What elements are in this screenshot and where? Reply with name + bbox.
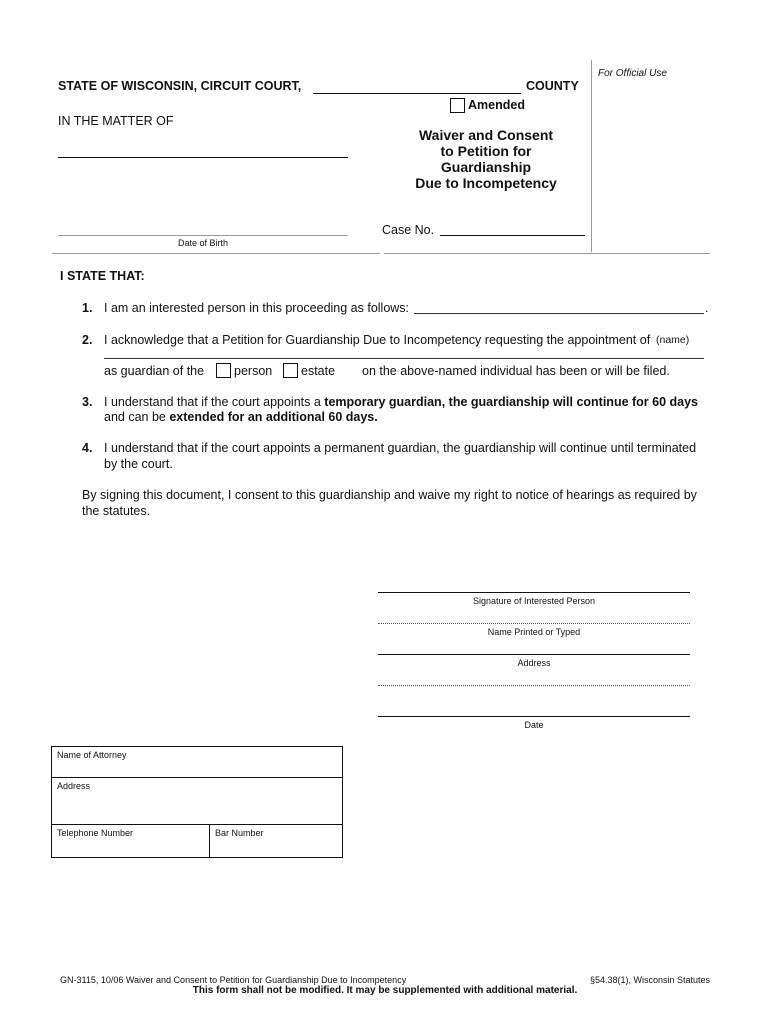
attorney-box-rule-1 (51, 777, 342, 778)
item-3-bold-temporary: temporary guardian (324, 395, 442, 409)
printed-name-label: Name Printed or Typed (487, 627, 581, 637)
in-matter-of-label: IN THE MATTER OF (58, 114, 174, 128)
item-2-text: I acknowledge that a Petition for Guardianship Due to Incompetency requesting the appointment of (104, 333, 651, 347)
item-3-bold-extension: extended for an additional 60 days. (169, 410, 378, 424)
item-1-text: I am an interested person in this proceeding as follows: (104, 301, 410, 315)
footer-form-id: GN-3115, 10/06 Waiver and Consent to Petition for Guardianship Due to Incompetency (60, 975, 407, 985)
i-state-that-heading: I STATE THAT: (60, 269, 145, 283)
guardian-of-label: as guardian of the (104, 364, 205, 378)
item-3-pre: I understand that if the court appoints a (104, 395, 321, 409)
dob-label: Date of Birth (177, 238, 229, 248)
attorney-phone-label: Telephone Number (57, 828, 134, 838)
item-3-line-2 (104, 409, 378, 425)
case-no-field[interactable] (440, 235, 585, 236)
signature-field[interactable] (378, 592, 690, 593)
amended-label: Amended (468, 98, 525, 112)
consent-line-2: the statutes. (82, 504, 151, 518)
estate-label: estate (301, 364, 336, 378)
header-divider-right (384, 253, 710, 254)
address-field-1[interactable] (378, 654, 690, 655)
item-3-line-1 (104, 394, 698, 410)
item-1-number: 1. (82, 301, 93, 315)
date-field[interactable] (378, 716, 690, 717)
consent-line-1: By signing this document, I consent to this guardianship and waive my right to notice of hearings as required by (82, 488, 697, 502)
attorney-phone-field[interactable] (52, 840, 208, 856)
item-1-end: . (705, 301, 709, 315)
item-3-bold-60-days: the guardianship will continue for 60 days (448, 395, 699, 409)
title-line: Waiver and Consent (418, 127, 554, 143)
person-label: person (234, 364, 273, 378)
item-3-comma: , (441, 395, 446, 409)
item-2-name-hint: (name) (656, 334, 690, 346)
form-title (380, 127, 592, 191)
amended-checkbox[interactable] (450, 98, 465, 113)
item-4-line-1: I understand that if the court appoints a permanent guardian, the guardianship will continue until terminated (104, 441, 697, 455)
court-heading: STATE OF WISCONSIN, CIRCUIT COURT, (58, 79, 302, 93)
title-line: Due to Incompetency (415, 175, 557, 191)
attorney-address-label: Address (57, 781, 91, 791)
item-4-number: 4. (82, 441, 93, 455)
item-3-line2-pre: and can be (104, 410, 166, 424)
title-line: Guardianship (440, 159, 532, 175)
title-line: to Petition for (440, 143, 532, 159)
dob-field[interactable] (58, 235, 348, 236)
official-use-label: For Official Use (598, 68, 667, 79)
attorney-name-label: Name of Attorney (57, 750, 127, 760)
item-3-number: 3. (82, 395, 93, 409)
attorney-address-field[interactable] (52, 793, 341, 823)
attorney-name-field[interactable] (52, 762, 341, 776)
person-checkbox[interactable] (216, 363, 231, 378)
item-4-line-2: by the court. (104, 457, 173, 471)
county-label: COUNTY (526, 79, 579, 93)
signature-label: Signature of Interested Person (472, 596, 596, 606)
date-label: Date (524, 720, 544, 730)
guardian-name-field[interactable] (104, 358, 704, 359)
attorney-box-rule-2 (51, 824, 342, 825)
item-2-number: 2. (82, 333, 93, 347)
matter-name-field[interactable] (58, 157, 348, 158)
footer-statute: §54.38(1), Wisconsin Statutes (589, 975, 710, 985)
address-label: Address (517, 658, 551, 668)
footer-notice: This form shall not be modified. It may be supplemented with additional material. (192, 985, 578, 996)
header-divider-left (52, 253, 380, 254)
address-field-2[interactable] (378, 685, 690, 686)
printed-name-field[interactable] (378, 623, 690, 624)
attorney-bar-field[interactable] (210, 840, 341, 856)
county-field[interactable] (313, 93, 521, 94)
attorney-bar-label: Bar Number (215, 828, 264, 838)
interest-field[interactable] (414, 313, 704, 314)
case-no-label: Case No. (382, 223, 435, 237)
item-2-tail: on the above-named individual has been or will be filed. (362, 364, 670, 378)
estate-checkbox[interactable] (283, 363, 298, 378)
